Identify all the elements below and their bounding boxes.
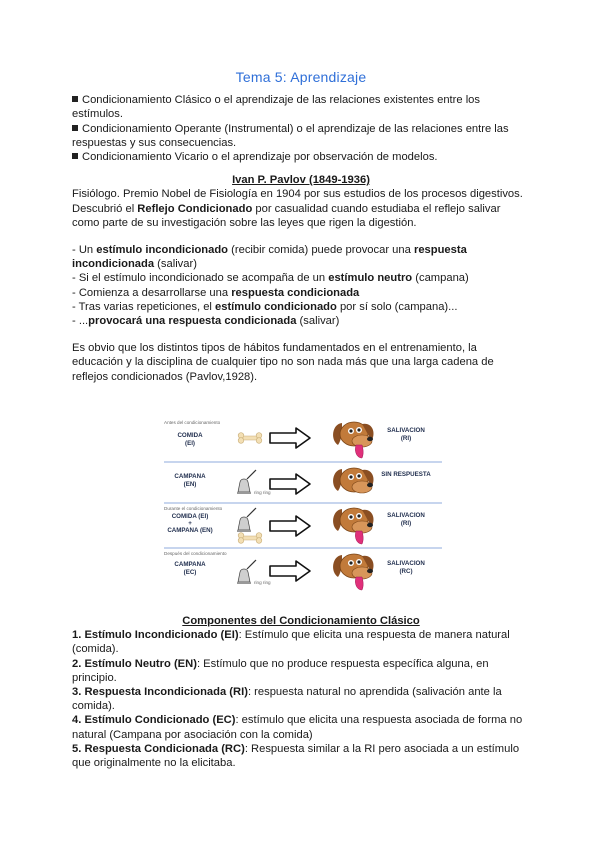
ring-label: ring ring	[254, 490, 271, 495]
bone-icon	[238, 433, 262, 444]
before-conditioning-caption: Antes del condicionamiento	[164, 420, 221, 425]
stimulus-code: (EI)	[185, 440, 195, 447]
arrow-icon	[270, 561, 310, 581]
ring-label: ring ring	[254, 580, 271, 585]
components-heading: Componentes del Condicionamiento Clásico	[182, 615, 420, 627]
components-section	[72, 614, 530, 770]
step-5: - ...provocará una respuesta condicionada (salivar)	[72, 315, 340, 328]
step-1: - Un estímulo incondicionado (recibir comida) puede provocar una respuesta incondicionada (salivar)	[72, 244, 467, 271]
square-bullet-icon	[72, 153, 78, 159]
stimulus-label: CAMPANA	[174, 561, 206, 568]
response-code: (RC)	[399, 568, 413, 575]
stimulus-label: COMIDA (EI)	[171, 513, 209, 520]
step-2: - Si el estímulo incondicionado se acompaña de un estímulo neutro (campana)	[72, 272, 469, 285]
response-label: SALIVACION	[387, 560, 425, 567]
dog-icon	[333, 468, 373, 493]
stimulus-label: CAMPANA	[174, 473, 206, 480]
square-bullet-icon	[72, 125, 78, 131]
salivating-dog-icon	[333, 508, 373, 544]
component-item: 2. Estímulo Neutro (EN): Estímulo que no produce respuesta específica alguna, en principio.	[72, 657, 489, 684]
response-label: SALIVACION	[387, 427, 425, 434]
pavlov-heading: Ivan P. Pavlov (1849-1936)	[232, 174, 370, 187]
response-code: (RI)	[400, 435, 412, 442]
stimulus-code: (EN)	[183, 481, 197, 488]
arrow-icon	[270, 474, 310, 494]
document-page	[72, 70, 530, 384]
page-title: Tema 5: Aprendizaje	[235, 69, 367, 85]
step-3: - Comienza a desarrollarse una respuesta condicionada	[72, 286, 360, 299]
pavlov-quote: Es obvio que los distintos tipos de hábitos fundamentados en el entrenamiento, la educación y la disciplina de cualquier tipo no son nada más que una larga cadena de reflejos condicionados (Pavlov,1928).	[72, 342, 494, 383]
step-4: - Tras varias repeticiones, el estímulo condicionado por sí solo (campana)...	[72, 300, 458, 313]
bell-icon	[237, 508, 256, 532]
component-item: 3. Respuesta Incondicionada (RI): respuesta natural no aprendida (salivación ante la comida).	[72, 686, 502, 713]
response-label: SALIVACION	[387, 512, 425, 519]
salivating-dog-icon	[333, 422, 373, 458]
bone-icon	[238, 533, 262, 544]
component-item: 4. Estímulo Condicionado (EC): estímulo que elicita una respuesta asociada de forma no natural (Campana por asociación con la comida)	[72, 714, 523, 741]
bullet-item: Condicionamiento Vicario o el aprendizaje por observación de modelos.	[72, 150, 530, 164]
pavlov-intro: Fisiólogo. Premio Nobel de Fisiología en 1904 por sus estudios de los procesos digestivos. Descubrió el Reflejo Condicionado por casualidad cuando estudiaba el reflejo salivar como parte de su investigación sobre las leyes que rigen la digestión.	[72, 188, 523, 229]
arrow-icon	[270, 428, 310, 448]
salivating-dog-icon	[333, 554, 373, 590]
stimulus-code: (EC)	[183, 569, 197, 576]
stimulus-label: COMIDA	[177, 432, 203, 439]
stimulus-plus: +	[188, 520, 192, 527]
bullet-item: Condicionamiento Operante (Instrumental) o el aprendizaje de las relaciones entre las respuestas y sus consecuencias.	[72, 122, 509, 149]
arrow-icon	[270, 516, 310, 536]
square-bullet-icon	[72, 96, 78, 102]
stimulus-label: CAMPANA (EN)	[167, 527, 213, 534]
component-item: 5. Respuesta Condicionada (RC): Respuesta similar a la RI pero asociada a un estímulo que originalmente no la elicitaba.	[72, 742, 520, 770]
conditioning-diagram	[160, 418, 442, 596]
component-item: 1. Estímulo Incondicionado (EI): Estímulo que elicita una respuesta de manera natural (comida).	[72, 629, 510, 656]
after-conditioning-caption: Después del condicionamiento	[164, 551, 227, 556]
during-conditioning-caption: Durante el condicionamiento	[164, 506, 223, 511]
response-label: SIN RESPUESTA	[381, 471, 431, 478]
response-code: (RI)	[400, 520, 412, 527]
bullet-item: Condicionamiento Clásico o el aprendizaje de las relaciones existentes entre los estímulos.	[72, 94, 481, 121]
